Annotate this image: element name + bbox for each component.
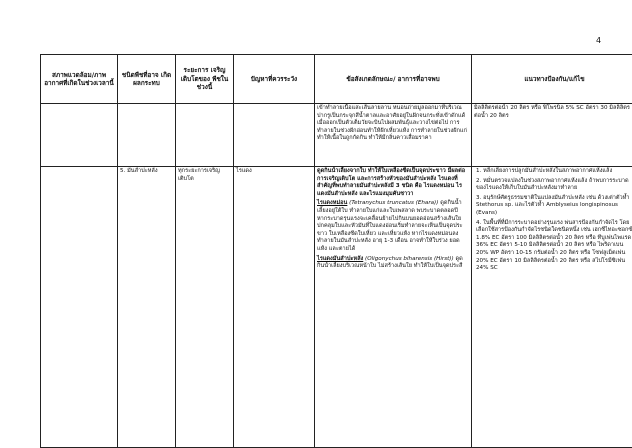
mite1-scientific-name: (Tetranychus truncatus (Ehara)) bbox=[349, 200, 438, 206]
cell-observation: เข้าทำลายเนื้อแสะเส้นลายลาน หนอนถ่ายมูลออกมาที่บริเวณปากรูเป็นกระจุกสีน้ำตาลและอาศัยอยู่ในฝักจนกระทั่งเข้าดักแด้ เมื่อออกเป็นตัวเต็มวัยจะบินไปผสมพันธุ์และวางไข่ต่อไป การทำลายในช่วงฝักอ่อนทำให้ฝักเหี่ยวแห้ง การทำลายในช่วงฝักแก่ทำให้เนื้อในถูกกัดกิน ทำให้มีกลิ่นคาวเสื่อมราคา bbox=[315, 104, 472, 167]
prevention-item: 1. หลีกเลี่ยงการปลูกมันสำปะหลังในสภาพอากาศแห้งแล้ง bbox=[474, 168, 632, 176]
prevention-item: 4. ในพื้นที่ที่มีการระบาดอย่างรุนแรง พ่นสารป้องกันกำจัดไร โดยเลือกใช้สารป้องกันกำจัดไรชนิดใดชนิดหนึ่ง เช่น เฮกซีไทอะซอกซ์ 1.8% EC อัตรา 100 มิลลิลิตรต่อน้ำ 20 ลิตร หรือ ทีบูเฟนไพแรด 36% EC อัตรา 5-10 มิลลิลิตรต่อน้ำ 20 ลิตร หรือ ไพริดาเบน 20% WP อัตรา 10-15 กรัมต่อน้ำ 20 ลิตร หรือ โซฟลูเม็ตเฟน 20% EC อัตรา 10 มิลลิลิตรต่อน้ำ 20 ลิตร หรือ สไปโรมีซิเฟน 24% SC bbox=[474, 220, 632, 273]
mite2-name: ไรแดงมันสำปะหลัง bbox=[317, 256, 363, 262]
header-prevention: แนวทางป้องกัน/แก้ไข bbox=[472, 55, 632, 104]
mite1-name: ไรแดงหม่อน bbox=[317, 200, 347, 206]
table-row bbox=[41, 167, 632, 448]
table-header-row bbox=[41, 55, 632, 104]
cell-crop bbox=[118, 167, 176, 448]
crop-name: 5. มันสำปะหลัง bbox=[120, 168, 158, 174]
header-problem: ปัญหาที่ควรระวัง bbox=[234, 55, 315, 104]
mite2-description: ดูดกินน้ำเลี้ยงบริเวณหน้าใบ ไม่สร้างเส้นใย ทำให้ใบเป็นจุดประสี bbox=[317, 256, 463, 270]
cell-problem bbox=[234, 167, 315, 448]
cell-crop bbox=[118, 104, 176, 167]
header-observation: ข้อสังเกตลักษณะ/ อาการที่อาจพบ bbox=[315, 55, 472, 104]
cell-environment bbox=[41, 104, 118, 167]
cell-environment bbox=[41, 167, 118, 448]
header-environment: สภาพแวดล้อม/ภาพ อากาศที่เกิดในช่วงเวลานี้ bbox=[41, 55, 118, 104]
cell-prevention: มิลลิลิตรต่อน้ำ 20 ลิตร หรือ ฟิโพรนิล 5% SC อัตรา 30 มิลลิลิตรต่อน้ำ 20 ลิตร bbox=[472, 104, 632, 167]
mite2-scientific-name: (Oligonychus biharensis (Hirst)) bbox=[365, 256, 454, 262]
cell-problem bbox=[234, 104, 315, 167]
cell-stage bbox=[176, 167, 234, 448]
prevention-item: 2. หมั่นตรวจแปลงในช่วงสภาพอากาศแห้งแล้ง ถ้าพบการระบาดของไรแดงให้เก็บใบมันสำปะหลังมาทำลาย bbox=[474, 178, 632, 193]
growth-stage: ทุกระยะการเจริญเติบโต bbox=[178, 168, 220, 182]
observation-intro: ดูดกินน้ำเลี้ยงจากใบ ทำให้ใบเหลืองซีดเป็นจุดประขาว มีผลต่อการเจริญเติบโต และการสร้างหัวของมันสำปะหลัง ไรแดงที่สำคัญที่พบทำลายมันสำปะหลังมี 3 ชนิด คือ ไรแดงหม่อน ไรแดงมันสำปะหลัง และไรแมงมุมคันซาวา bbox=[317, 168, 465, 197]
prevention-item: 3. อนุรักษ์ศัตรูธรรมชาติในแปลงมันสำปะหลัง เช่น ด้วงเต่าตัวห้ำ Stethorus sp. และไรตัวห้ำ Amblyseius longispinosus (Evans) bbox=[474, 195, 632, 218]
cell-observation bbox=[315, 167, 472, 448]
header-crop: ชนิดพืชที่อาจ เกิดผลกระทบ bbox=[118, 55, 176, 104]
cell-stage bbox=[176, 104, 234, 167]
mite1-description: ดูดกินน้ำเลี้ยงอยู่ใต้ใบ ทำลายใบแก่และใบเพสลาด พบระบาดตลอดปี หากระบาดรุนแรงจะเคลื่อนย้ายไปกินบนยอดอ่อนสร้างเส้นใยปกคลุมใบและหัวมันที่ใบแดงอ่อนเริ่มทำลายจะเห็นเป็นจุดประขาว ใบเหลืองซีดใบเหี่ยว และเหี่ยวแห้ง หากไรแดงหม่อนลงทำลายในมันสำปะหลัง อายุ 1-3 เดือน อาจทำให้ใบร่วง ยอดแห้ง และตายได้ bbox=[317, 200, 463, 252]
table-row bbox=[41, 104, 632, 167]
crop-advisory-table bbox=[40, 54, 632, 448]
page-number: 4 bbox=[596, 36, 601, 45]
pest-name: ไรแดง bbox=[236, 168, 252, 174]
cell-prevention bbox=[472, 167, 632, 448]
header-growth-stage: ระยะการ เจริญเติบโตของ พืชในช่วงนี้ bbox=[176, 55, 234, 104]
